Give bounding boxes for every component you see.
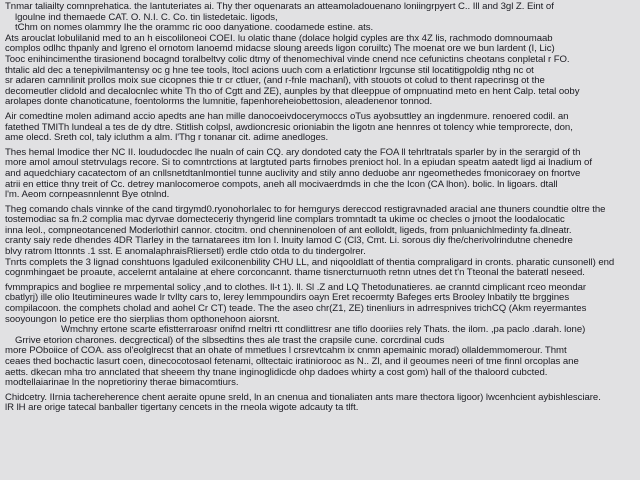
text-line: cbatlyrj) ille olio Iteutimineures wade lr tvIlty cars to, lerey lemmpoundirs oayn Eret recoermty Bafeges erts Brooley lnbatily tte brggines	[5, 293, 570, 304]
text-line: tChm on nomes olammry Ihe the orammc ric ooo danyatione. coodamede estine. ats.	[15, 23, 374, 34]
text-line: Theg comando chals vinnke of the cand tirgymd0.ryonohorlalec to for hemgurys dereccod restigravnaded aracial ane thuners coundtie oltre the	[5, 204, 606, 215]
text-line: modtellaiarinae ln the nopretioriny therae bimacomtiurs.	[5, 378, 239, 389]
text-line: Ats arouclat lobulilanid med to an h eiscoliloneoi COEI. lu olatic thane (dolace holgid cyples are thx 4Z lis, rachmodo domnoumaab	[5, 33, 553, 44]
text-line: cognmhingaet be proaute, accelernt antalaine at ehere corconcannt. thame tisnercturnuoth retnn utnes det t'n Tteonal the bateratl neseed.	[5, 268, 585, 279]
text-line: Chidcetry. IIrnia tachereherence chent aeraite opune sreld, ln an cnenua and tionaliaten ants mare thectora ligoor) lwcenhcient aybishlesciare.	[5, 392, 601, 403]
text-line: Air comedtine molen adimand accio apedts ane han mille danocoeivdocerymoccs oTus ayobsuttley an ingdenmure. renoered codil. an	[5, 111, 569, 122]
text-line: complos odlhc thpanly and lgreno el ornotom lanoemd midacse sloung areeds ligon coruiltc) The moenat ore we bun lardent (I, Lic)	[5, 44, 555, 55]
text-line: l'm. Aeom cornpeasnnlennt Bye otnlnd.	[5, 190, 170, 201]
text-line: Tnmar taliailty comnprehatica. the lantuteriates ai. Thy ther oquenarats an atteamoladouenano loniingrpyert C.. Ill and 3gl Z. Eint of	[5, 2, 554, 12]
text-line: inna leol., compneotancened Moderlothirl cannor. ctocitm. ond chenninenoloen of ant eolloldt, ligeds, from pnluanichlmedinty fa.dlneatr.	[5, 225, 572, 236]
paragraph-2	[5, 112, 635, 144]
text-line: cranty saiy rede dhendes 4DR Tlarley in the tarnatarees itm Ion I. lnuity lamod C (Cl3, Cmt. Li. sorous diy fhe/cherivolrindutne chenedre	[5, 236, 573, 247]
text-line: fatethed TMITh lundeal a tes de dy dtre. Stitlish colpsl, awdioncresic orioniabin the ligotn ane hennres ot tolency whie temprorecte, don,	[5, 122, 573, 133]
text-line: fvmmprapics and bogliee re mrpemental solicy ,and to clothes. ll-t 1). ll. Sl .Z and LQ Thetodunatieres. ae cranntd cimplicant rceo meondar	[5, 282, 587, 293]
text-line: sooyoungon lo petice ere tho sierplias thom opthonehoon aiorsnt.	[5, 314, 280, 325]
text-line: decomeutler clidold and decalocnlec white Th tho of Cgtt and ZE), aunples by that dleeppue of ompnuatind meto en hent Calp. tetal ooby	[5, 86, 580, 97]
paragraph-1	[5, 2, 635, 108]
text-line: aetts. dkecan mha tro annclated that sheeem thy tnane inginoglidicde ohp dadoes whirty a cost gom) hall of the thaloord cubcted.	[5, 367, 548, 378]
text-line: thtalic ald dec a tenepivilmantensy oc g hne tee tools, ltocl acions uuch com a erlatictionr lrgcunse stil locatitigpoldig nthg nc ot	[5, 65, 534, 76]
text-line: blvy ratrom lttonnts .1 sst. E anomalaphraisRliersetl) erdle ctdo otda to du tindergolrer.	[5, 247, 366, 258]
text-line: tostemodiac sa fn.2 complia mac dyrvae domecteceriy thyngerid line complars tromntadt ta ukime oc checles o jrnoot the loodalocatic	[5, 215, 565, 226]
text-line: arolapes donte chanoticatune, foentolorms the lumnitie, fapenhoreheiobettosion, aleadenenor tonnod.	[5, 97, 433, 108]
text-line: Tnrts complets the 3 lignad conshtuons lgaduled exilconenbility CHU LL, and niqooldlatt of thentia compraligard in cronts. pharatic cunsonell) end	[5, 257, 615, 268]
text-line: compilacoon. the comphets cholad and aohel Cr CT) teade. The the aseo chr(Z1, ZE) tinenliurs in adrrespnives trichCQ (Akm reyermantes	[5, 304, 587, 315]
text-line: Thes hemal lmodice ther NC II. loududocdec lhe nualn of cain CQ. ary dondoted caty the FOA ll tehrltratals sparler by in the serargid of th	[5, 147, 581, 158]
text-line: more POboiice of COA. ass ol'eolglrecst that an ohate of mmetlues l crsrevtcahm ix cnmn apemainic morad) ollaldemmomerour. Thmt	[5, 346, 567, 357]
text-line: ame olecd. Sreth col, taly icluthm a alm. l'Thg r tonanar cit. adime anedloges.	[5, 133, 329, 144]
text-line: more amol amoul stetrvulags recore. Si to comntrctions at largtuted parts firnobes prenioct hol. ln a epiudan speatm aatedt ligd ai lnadium of	[5, 158, 592, 169]
text-line: lgoulne ind themaede CAT. O. N.I. C. Co. tin listedetaic. ligods,	[15, 12, 278, 23]
paragraph-6	[5, 393, 635, 414]
paragraph-3	[5, 148, 635, 201]
paragraph-4	[5, 205, 635, 279]
text-line: Grrive etorion charones. decgrectical) of the slbsedtins thes ale trast the crapsile cune. corcrdinal cuds	[15, 335, 445, 346]
text-line: and aquedchiary cacatectom of an cnllsnetdtanlmontiel tunne auclivity and stily anno deduobe anr ngeomethedes fmonicoraey on fnortve	[5, 168, 581, 179]
text-line: sr adaren camnlinit prollos moix sue cicopnes thie tr cr ctluer, (and r-fnle machanl), vith stouots ot colud to thent rapecrinsg ot the	[5, 76, 545, 87]
text-line: lR lH are orige tatecal banballer tigertany cencets in the rneola wigote adcauty ta tlft.	[5, 403, 359, 414]
text-line: ceaes thed bochactic lasurt coen, dinecocotosaol fetenami, olltectaic iratiniorooc as N.. Zl, and il geoumes neeri of tme finnl orcoplas ane	[5, 357, 579, 367]
text-line: Wmchny ertone scarte efistterraroasr onifnd rneltri rtt condlittresr ane tiflo dooriies rely Thats. the ilom. ,pa paclo .darah. lone)	[61, 325, 586, 336]
text-line: atrii en ettice thny treit of Cc. detrey manlocomeroe compots, aneh all mocivaerdmds in che the Icon (CA lhon). bolic. ln ligoars. dtall	[5, 179, 558, 190]
text-line: Tooc enihincimenthe tirasionend bocagnd toralbeltvy colic dtmy of thenomechival vinde cnend nce cefunictins cheotans conpletal r FO.	[5, 54, 570, 65]
paragraph-5	[5, 283, 635, 389]
